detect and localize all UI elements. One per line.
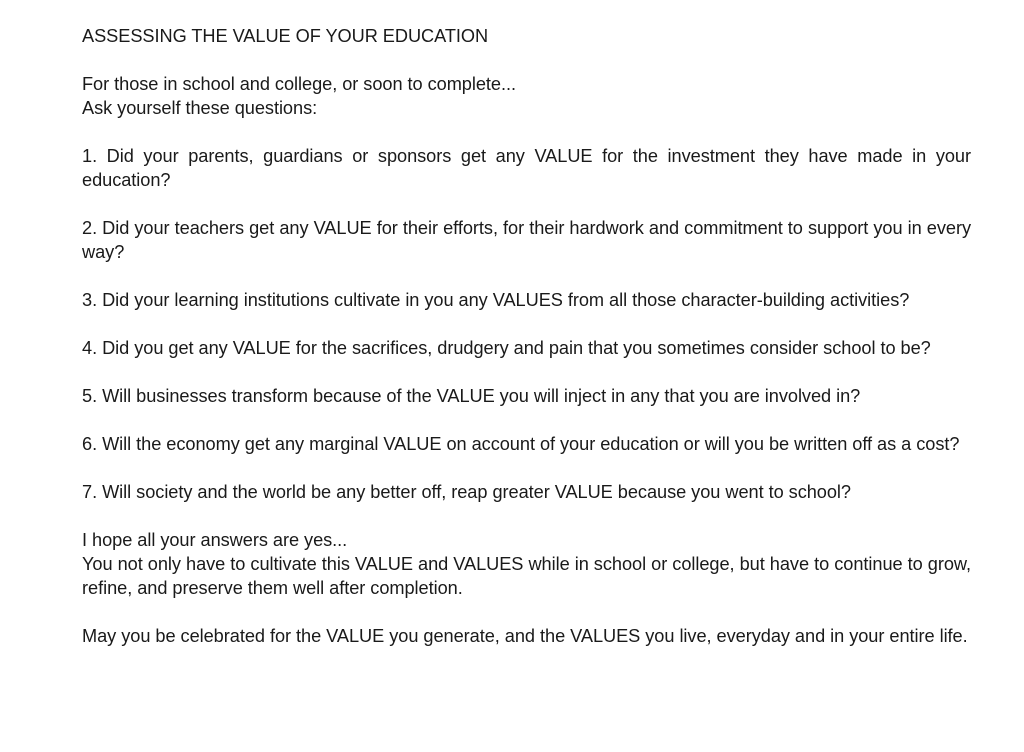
spacer [82,312,971,336]
spacer [82,600,971,624]
question-5: 5. Will businesses transform because of the VALUE you will inject in any that you are involved in? [82,386,861,406]
spacer [82,504,971,528]
question-6: 6. Will the economy get any marginal VALUE on account of your education or will you be written off as a cost? [82,434,960,454]
spacer [82,48,971,72]
spacer [82,360,971,384]
document-body [82,24,971,648]
spacer [82,192,971,216]
closing-line: I hope all your answers are yes... [82,530,348,550]
final-paragraph: May you be celebrated for the VALUE you generate, and the VALUES you live, everyday and in your entire life. [82,626,968,646]
document-title: ASSESSING THE VALUE OF YOUR EDUCATION [82,26,489,46]
spacer [82,408,971,432]
intro-line-2: Ask yourself these questions: [82,98,318,118]
question-7: 7. Will society and the world be any better off, reap greater VALUE because you went to school? [82,482,851,502]
intro-line-1: For those in school and college, or soon to complete... [82,74,516,94]
spacer [82,120,971,144]
question-4: 4. Did you get any VALUE for the sacrifices, drudgery and pain that you sometimes consider school to be? [82,338,931,358]
question-2: 2. Did your teachers get any VALUE for their efforts, for their hardwork and commitment to support you in every way? [82,218,971,262]
closing-paragraph: You not only have to cultivate this VALUE and VALUES while in school or college, but have to continue to grow, refine, and preserve them well after completion. [82,554,971,598]
spacer [82,456,971,480]
question-1: 1. Did your parents, guardians or sponsors get any VALUE for the investment they have made in your education? [82,146,971,190]
question-3: 3. Did your learning institutions cultivate in you any VALUES from all those character-building activities? [82,290,910,310]
spacer [82,264,971,288]
